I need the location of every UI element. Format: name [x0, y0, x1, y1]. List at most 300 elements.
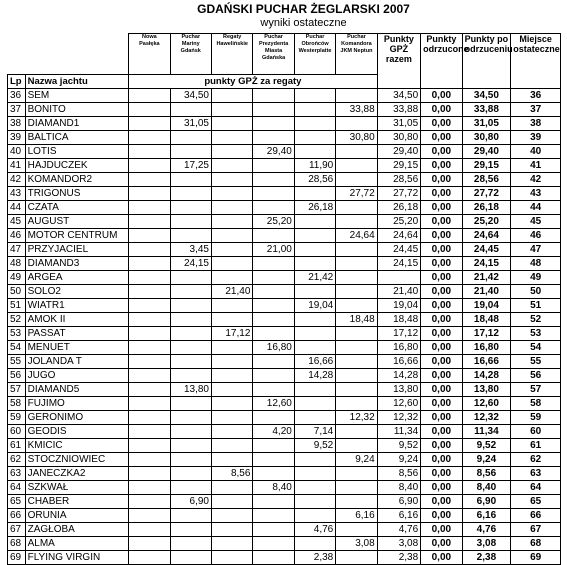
table-body [8, 89, 561, 565]
regatta-points-cell [253, 327, 294, 341]
table-row [8, 341, 561, 355]
after-discard-cell: 11,34 [462, 425, 511, 439]
header-discarded: Punkty odrzucone [421, 34, 462, 89]
regatta-points-cell [336, 425, 377, 439]
regatta-points-cell [253, 117, 294, 131]
regatta-points-cell: 4,76 [294, 523, 335, 537]
regatta-points-cell [336, 173, 377, 187]
regatta-points-cell [211, 313, 252, 327]
regatta-points-cell: 21,42 [294, 271, 335, 285]
regatta-points-cell [170, 173, 211, 187]
regatta-points-cell [253, 187, 294, 201]
after-discard-cell: 26,18 [462, 201, 511, 215]
regatta-points-cell [129, 299, 170, 313]
regatta-points-cell [129, 397, 170, 411]
regatta-points-cell: 17,12 [211, 327, 252, 341]
regatta-points-cell: 29,40 [253, 145, 294, 159]
total-points-cell: 31,05 [377, 117, 420, 131]
lp-cell: 61 [8, 439, 26, 453]
lp-cell: 40 [8, 145, 26, 159]
final-place-cell: 61 [511, 439, 561, 453]
lp-cell: 41 [8, 159, 26, 173]
after-discard-cell: 3,08 [462, 537, 511, 551]
regatta-points-cell [336, 523, 377, 537]
final-place-cell: 50 [511, 285, 561, 299]
regatta-points-cell [336, 299, 377, 313]
discarded-points-cell: 0,00 [421, 383, 462, 397]
regatta-points-cell [129, 481, 170, 495]
regatta-points-cell [170, 299, 211, 313]
table-row [8, 369, 561, 383]
discarded-points-cell: 0,00 [421, 523, 462, 537]
yacht-name-cell: PASSAT [25, 327, 129, 341]
table-row [8, 523, 561, 537]
regatta-points-cell: 31,05 [170, 117, 211, 131]
total-points-cell: 16,66 [377, 355, 420, 369]
regatta-points-cell [129, 369, 170, 383]
regatta-points-cell [294, 145, 335, 159]
table-row [8, 89, 561, 103]
after-discard-cell: 28,56 [462, 173, 511, 187]
regatta-points-cell [336, 383, 377, 397]
final-place-cell: 45 [511, 215, 561, 229]
final-place-cell: 60 [511, 425, 561, 439]
regatta-points-cell [170, 313, 211, 327]
after-discard-cell: 24,15 [462, 257, 511, 271]
regatta-points-cell [170, 131, 211, 145]
regatta-points-cell [129, 537, 170, 551]
regatta-points-cell [211, 341, 252, 355]
yacht-name-cell: DIAMAND1 [25, 117, 129, 131]
table-row [8, 299, 561, 313]
after-discard-cell: 16,66 [462, 355, 511, 369]
regatta-points-cell [170, 327, 211, 341]
yacht-name-cell: MENUET [25, 341, 129, 355]
total-points-cell: 8,56 [377, 467, 420, 481]
yacht-name-cell: PRZYJACIEL [25, 243, 129, 257]
yacht-name-cell: BONITO [25, 103, 129, 117]
after-discard-cell: 31,05 [462, 117, 511, 131]
lp-cell: 63 [8, 467, 26, 481]
regatta-points-cell [211, 439, 252, 453]
discarded-points-cell: 0,00 [421, 243, 462, 257]
table-row [8, 159, 561, 173]
total-points-cell: 24,64 [377, 229, 420, 243]
regatta-points-cell [129, 341, 170, 355]
after-discard-cell: 13,80 [462, 383, 511, 397]
regatta-points-cell [170, 145, 211, 159]
discarded-points-cell: 0,00 [421, 299, 462, 313]
regatta-points-cell [129, 509, 170, 523]
yacht-name-cell: JOLANDA T [25, 355, 129, 369]
regatta-points-cell: 8,56 [211, 467, 252, 481]
lp-cell: 69 [8, 551, 26, 565]
total-points-cell: 14,28 [377, 369, 420, 383]
lp-cell: 56 [8, 369, 26, 383]
lp-cell: 67 [8, 523, 26, 537]
regatta-points-cell: 28,56 [294, 173, 335, 187]
total-points-cell: 8,40 [377, 481, 420, 495]
after-discard-cell: 19,04 [462, 299, 511, 313]
final-place-cell: 63 [511, 467, 561, 481]
total-points-cell: 16,80 [377, 341, 420, 355]
regatta-points-cell [170, 187, 211, 201]
total-points-cell: 13,80 [377, 383, 420, 397]
total-points-cell: 33,88 [377, 103, 420, 117]
regatta-points-cell [129, 159, 170, 173]
total-points-cell: 30,80 [377, 131, 420, 145]
regatta-points-cell [336, 467, 377, 481]
regatta-points-cell [211, 131, 252, 145]
header-points-gpz: Punkty GPŻ razem [377, 34, 420, 89]
yacht-name-cell: TRIGONUS [25, 187, 129, 201]
table-row [8, 243, 561, 257]
table-row [8, 173, 561, 187]
regatta-points-cell [294, 243, 335, 257]
regatta-points-cell [336, 495, 377, 509]
regatta-points-cell [170, 481, 211, 495]
final-place-cell: 57 [511, 383, 561, 397]
regatta-points-cell [211, 481, 252, 495]
discarded-points-cell: 0,00 [421, 341, 462, 355]
final-place-cell: 37 [511, 103, 561, 117]
yacht-name-cell: MOTOR CENTRUM [25, 229, 129, 243]
page-title: GDAŃSKI PUCHAR ŻEGLARSKI 2007 [197, 2, 410, 16]
discarded-points-cell: 0,00 [421, 285, 462, 299]
total-points-cell: 27,72 [377, 187, 420, 201]
regatta-points-cell [253, 103, 294, 117]
regatta-points-cell [211, 551, 252, 565]
after-discard-cell: 30,80 [462, 131, 511, 145]
yacht-name-cell: KMICIC [25, 439, 129, 453]
regatta-points-cell [253, 453, 294, 467]
yacht-name-cell: ALMA [25, 537, 129, 551]
regatta-points-cell [253, 411, 294, 425]
table-row [8, 257, 561, 271]
regatta-points-cell: 25,20 [253, 215, 294, 229]
regatta-points-cell [170, 509, 211, 523]
discarded-points-cell: 0,00 [421, 229, 462, 243]
yacht-name-cell: KOMANDOR2 [25, 173, 129, 187]
total-points-cell: 28,56 [377, 173, 420, 187]
final-place-cell: 43 [511, 187, 561, 201]
regatta-points-cell [253, 383, 294, 397]
after-discard-cell: 2,38 [462, 551, 511, 565]
page-subtitle: wyniki ostateczne [260, 17, 347, 29]
results-table [7, 33, 561, 565]
regatta-points-cell [336, 271, 377, 285]
regatta-points-cell [253, 509, 294, 523]
header-name: Nazwa jachtu [25, 75, 129, 89]
lp-cell: 50 [8, 285, 26, 299]
regatta-points-cell [253, 551, 294, 565]
final-place-cell: 40 [511, 145, 561, 159]
table-row [8, 215, 561, 229]
regatta-points-cell [294, 537, 335, 551]
lp-cell: 59 [8, 411, 26, 425]
regatta-points-cell [211, 495, 252, 509]
discarded-points-cell: 0,00 [421, 481, 462, 495]
regatta-points-cell [294, 117, 335, 131]
regatta-points-cell [170, 229, 211, 243]
after-discard-cell: 4,76 [462, 523, 511, 537]
discarded-points-cell: 0,00 [421, 509, 462, 523]
table-row [8, 397, 561, 411]
regatta-points-cell [211, 229, 252, 243]
header-final-place: Miejsce ostateczne [511, 34, 561, 89]
regatta-points-cell [294, 131, 335, 145]
lp-cell: 57 [8, 383, 26, 397]
regatta-points-cell [211, 383, 252, 397]
discarded-points-cell: 0,00 [421, 187, 462, 201]
yacht-name-cell: SOLO2 [25, 285, 129, 299]
regatta-points-cell [253, 271, 294, 285]
regatta-points-cell [336, 243, 377, 257]
yacht-name-cell: GEODIS [25, 425, 129, 439]
regatta-points-cell [294, 495, 335, 509]
discarded-points-cell: 0,00 [421, 439, 462, 453]
regatta-points-cell [336, 257, 377, 271]
lp-cell: 51 [8, 299, 26, 313]
regatta-points-cell [170, 397, 211, 411]
yacht-name-cell: HAJDUCZEK [25, 159, 129, 173]
table-row [8, 355, 561, 369]
regatta-points-cell [170, 425, 211, 439]
table-row [8, 313, 561, 327]
discarded-points-cell: 0,00 [421, 201, 462, 215]
regatta-points-cell [336, 117, 377, 131]
discarded-points-cell: 0,00 [421, 103, 462, 117]
after-discard-cell: 21,42 [462, 271, 511, 285]
regatta-points-cell [211, 537, 252, 551]
regatta-points-cell [336, 327, 377, 341]
regatta-points-cell [211, 89, 252, 103]
total-points-cell: 24,15 [377, 257, 420, 271]
table-row [8, 187, 561, 201]
after-discard-cell: 24,45 [462, 243, 511, 257]
yacht-name-cell: JUGO [25, 369, 129, 383]
table-row [8, 509, 561, 523]
discarded-points-cell: 0,00 [421, 117, 462, 131]
regatta-points-cell [170, 103, 211, 117]
table-row [8, 145, 561, 159]
final-place-cell: 55 [511, 355, 561, 369]
regatta-points-cell [129, 523, 170, 537]
regatta-points-cell [336, 145, 377, 159]
discarded-points-cell: 0,00 [421, 495, 462, 509]
total-points-cell: 2,38 [377, 551, 420, 565]
yacht-name-cell: BALTICA [25, 131, 129, 145]
regatta-points-cell [211, 187, 252, 201]
regatta-points-cell [211, 453, 252, 467]
regatta-points-cell [129, 411, 170, 425]
regatta-points-cell: 6,16 [336, 509, 377, 523]
lp-cell: 38 [8, 117, 26, 131]
regatta-points-cell: 16,80 [253, 341, 294, 355]
regatta-points-cell: 8,40 [253, 481, 294, 495]
yacht-name-cell: FLYING VIRGIN [25, 551, 129, 565]
regatta-points-cell [211, 397, 252, 411]
regatta-points-cell [253, 467, 294, 481]
regatta-points-cell [253, 229, 294, 243]
final-place-cell: 66 [511, 509, 561, 523]
lp-cell: 58 [8, 397, 26, 411]
after-discard-cell: 24,64 [462, 229, 511, 243]
regatta-points-cell [253, 439, 294, 453]
regatta-points-cell: 21,00 [253, 243, 294, 257]
regatta-points-cell: 12,60 [253, 397, 294, 411]
table-row [8, 453, 561, 467]
table-header [8, 34, 561, 89]
after-discard-cell: 6,90 [462, 495, 511, 509]
regatta-points-cell: 33,88 [336, 103, 377, 117]
regatta-points-cell [294, 481, 335, 495]
regatta-points-cell [336, 481, 377, 495]
final-place-cell: 54 [511, 341, 561, 355]
regatta-points-cell [211, 271, 252, 285]
header-blank-lp [8, 34, 26, 75]
regatta-points-cell [336, 439, 377, 453]
regatta-points-cell [129, 495, 170, 509]
regatta-points-cell [129, 383, 170, 397]
table-row [8, 537, 561, 551]
after-discard-cell: 9,52 [462, 439, 511, 453]
regatta-points-cell [129, 453, 170, 467]
final-place-cell: 41 [511, 159, 561, 173]
table-row [8, 201, 561, 215]
regatta-points-cell [253, 537, 294, 551]
regatta-points-cell: 12,32 [336, 411, 377, 425]
table-row [8, 481, 561, 495]
regatta-points-cell [336, 551, 377, 565]
after-discard-cell: 6,16 [462, 509, 511, 523]
regatta-points-cell [170, 411, 211, 425]
final-place-cell: 53 [511, 327, 561, 341]
regatta-points-cell [129, 271, 170, 285]
yacht-name-cell: ZAGŁOBA [25, 523, 129, 537]
total-points-cell: 19,04 [377, 299, 420, 313]
lp-cell: 60 [8, 425, 26, 439]
regatta-points-cell: 19,04 [294, 299, 335, 313]
discarded-points-cell: 0,00 [421, 173, 462, 187]
discarded-points-cell: 0,00 [421, 159, 462, 173]
lp-cell: 36 [8, 89, 26, 103]
yacht-name-cell: LOTIS [25, 145, 129, 159]
lp-cell: 48 [8, 257, 26, 271]
regatta-points-cell [129, 215, 170, 229]
regatta-points-cell: 30,80 [336, 131, 377, 145]
total-points-cell: 24,45 [377, 243, 420, 257]
lp-cell: 53 [8, 327, 26, 341]
regatta-points-cell [294, 229, 335, 243]
yacht-name-cell: CZATA [25, 201, 129, 215]
regatta-points-cell [211, 257, 252, 271]
regatta-points-cell [336, 355, 377, 369]
regatta-points-cell [294, 467, 335, 481]
regatta-points-cell [211, 243, 252, 257]
regatta-points-cell [211, 201, 252, 215]
regatta-points-cell [253, 495, 294, 509]
lp-cell: 47 [8, 243, 26, 257]
regatta-points-cell [211, 173, 252, 187]
regatta-points-cell [129, 439, 170, 453]
regatta-points-cell [253, 201, 294, 215]
regatta-points-cell [336, 159, 377, 173]
regatta-points-cell: 27,72 [336, 187, 377, 201]
regatta-points-cell [294, 215, 335, 229]
yacht-name-cell: DIAMAND5 [25, 383, 129, 397]
regatta-points-cell [253, 257, 294, 271]
regatta-points-cell [211, 369, 252, 383]
yacht-name-cell: JANECZKA2 [25, 467, 129, 481]
regatta-points-cell [211, 159, 252, 173]
total-points-cell: 4,76 [377, 523, 420, 537]
discarded-points-cell: 0,00 [421, 551, 462, 565]
regatta-points-cell: 18,48 [336, 313, 377, 327]
regatta-points-cell [336, 369, 377, 383]
final-place-cell: 39 [511, 131, 561, 145]
regatta-points-cell [336, 285, 377, 299]
regatta-points-cell: 26,18 [294, 201, 335, 215]
regatta-points-cell [170, 523, 211, 537]
regatta-points-cell [253, 299, 294, 313]
regatta-points-cell [211, 523, 252, 537]
regatta-points-cell [336, 215, 377, 229]
discarded-points-cell: 0,00 [421, 369, 462, 383]
regatta-points-cell [253, 313, 294, 327]
discarded-points-cell: 0,00 [421, 411, 462, 425]
discarded-points-cell: 0,00 [421, 271, 462, 285]
regatta-points-cell [129, 467, 170, 481]
regatta-points-cell: 7,14 [294, 425, 335, 439]
regatta-points-cell [294, 327, 335, 341]
after-discard-cell: 21,40 [462, 285, 511, 299]
after-discard-cell: 18,48 [462, 313, 511, 327]
yacht-name-cell: WIATR1 [25, 299, 129, 313]
lp-cell: 66 [8, 509, 26, 523]
table-row [8, 439, 561, 453]
header-blank-name [25, 34, 129, 75]
table-row [8, 117, 561, 131]
regatta-points-cell [294, 341, 335, 355]
after-discard-cell: 16,80 [462, 341, 511, 355]
total-points-cell: 25,20 [377, 215, 420, 229]
final-place-cell: 56 [511, 369, 561, 383]
discarded-points-cell: 0,00 [421, 215, 462, 229]
lp-cell: 64 [8, 481, 26, 495]
after-discard-cell: 8,56 [462, 467, 511, 481]
discarded-points-cell: 0,00 [421, 425, 462, 439]
final-place-cell: 68 [511, 537, 561, 551]
regatta-points-cell [129, 551, 170, 565]
final-place-cell: 58 [511, 397, 561, 411]
regatta-points-cell: 3,45 [170, 243, 211, 257]
regatta-points-cell: 2,38 [294, 551, 335, 565]
after-discard-cell: 12,60 [462, 397, 511, 411]
lp-cell: 37 [8, 103, 26, 117]
regatta-points-cell [170, 215, 211, 229]
final-place-cell: 38 [511, 117, 561, 131]
after-discard-cell: 8,40 [462, 481, 511, 495]
yacht-name-cell: FUJIMO [25, 397, 129, 411]
lp-cell: 45 [8, 215, 26, 229]
after-discard-cell: 17,12 [462, 327, 511, 341]
yacht-name-cell: STOCZNIOWIEC [25, 453, 129, 467]
regatta-points-cell: 34,50 [170, 89, 211, 103]
regatta-points-cell [211, 355, 252, 369]
regatta-points-cell [129, 355, 170, 369]
regatta-points-cell [129, 425, 170, 439]
